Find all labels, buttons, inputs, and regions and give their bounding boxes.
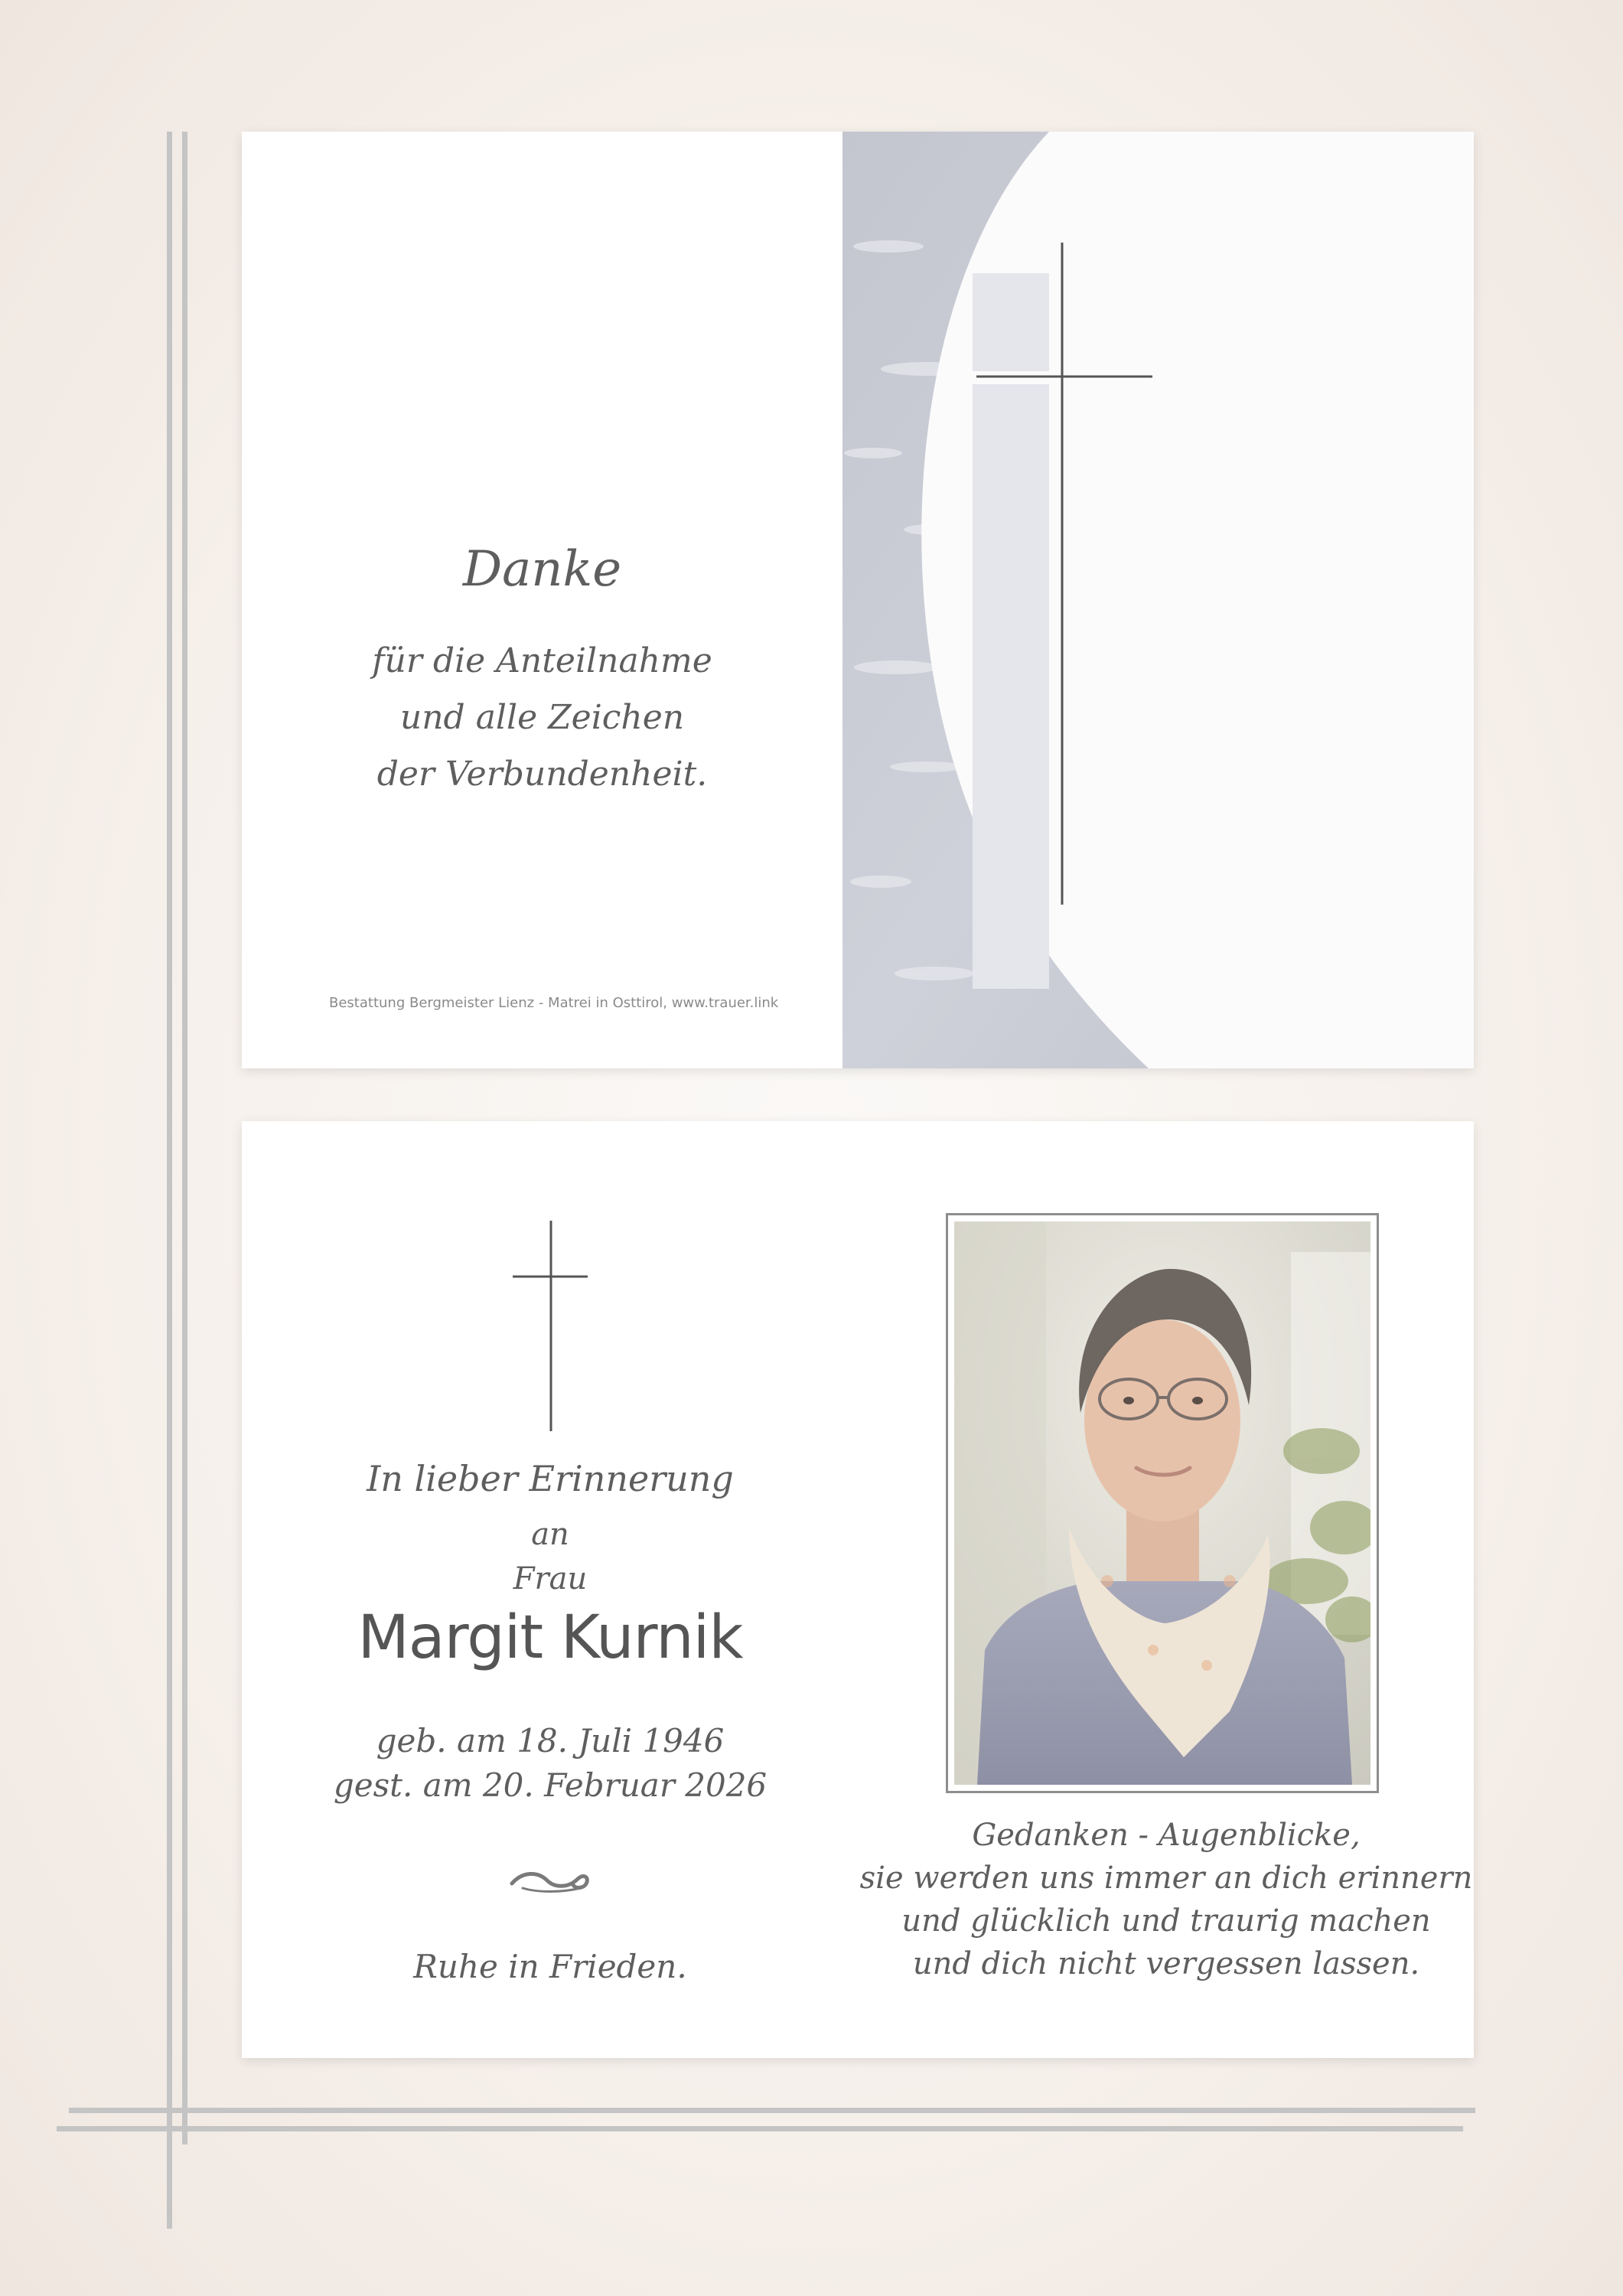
decorative-art-panel xyxy=(842,132,1474,1068)
rest-in-peace: Ruhe in Frieden. xyxy=(413,1948,687,1985)
memorial-card xyxy=(242,1121,1474,2058)
thank-you-line: und alle Zeichen xyxy=(399,698,685,737)
thank-you-text xyxy=(242,633,842,803)
thank-you-title: Danke xyxy=(462,541,622,598)
ornament-icon xyxy=(507,1865,593,1896)
deceased-name: Margit Kurnik xyxy=(357,1603,743,1672)
memorial-quote xyxy=(859,1814,1474,1985)
memorial-title: Frau xyxy=(513,1561,588,1596)
portrait-frame xyxy=(946,1213,1379,1793)
funeral-home-credit: Bestattung Bergmeister Lienz - Matrei in Osttirol, www.trauer.link xyxy=(329,995,779,1011)
portrait-photo xyxy=(954,1221,1370,1785)
death-date: gest. am 20. Februar 2026 xyxy=(333,1766,768,1804)
quote-line: Gedanken - Augenblicke, xyxy=(972,1818,1361,1853)
frame-line-vertical-1 xyxy=(167,132,172,2229)
thank-you-line: der Verbundenheit. xyxy=(376,755,708,794)
frame-line-horizontal-1 xyxy=(69,2108,1475,2113)
quote-line: sie werden uns immer an dich erinnern xyxy=(859,1861,1473,1896)
thank-you-line: für die Anteilnahme xyxy=(372,641,712,680)
cross-shadow-upper xyxy=(973,273,1049,371)
cross-icon xyxy=(511,1221,588,1431)
thank-you-card xyxy=(242,132,1474,1068)
memorial-an: an xyxy=(531,1517,569,1552)
memorial-intro: In lieber Erinnerung xyxy=(367,1458,734,1499)
quote-line: und dich nicht vergessen lassen. xyxy=(912,1946,1420,1981)
cross-shadow-lower xyxy=(973,384,1049,989)
frame-line-vertical-2 xyxy=(182,132,187,2144)
quote-line: und glücklich und traurig machen xyxy=(901,1903,1431,1939)
frame-line-horizontal-2 xyxy=(57,2126,1463,2131)
birth-date: geb. am 18. Juli 1946 xyxy=(376,1722,725,1760)
